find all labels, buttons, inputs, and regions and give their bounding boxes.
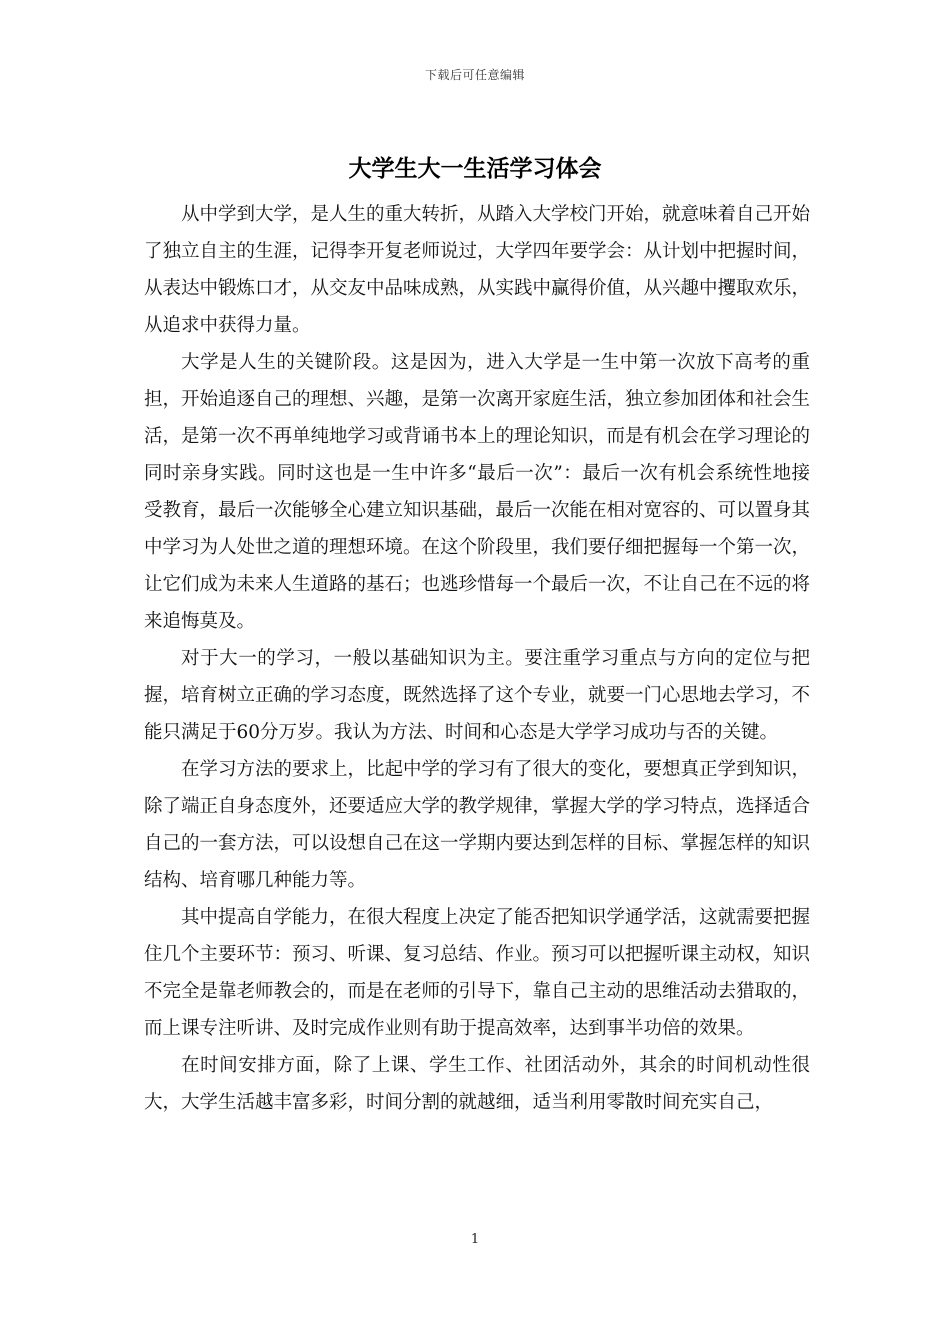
document-body [144,196,810,1121]
document-title: 大学生大一生活学习体会 [348,155,602,182]
paragraph: 对于大一的学习，一般以基础知识为主。要注重学习重点与方向的定位与把握，培育树立正确的学习态度，既然选择了这个专业，就要一门心思地去学习，不能只满足于60分万岁。我认为方法、时间和心态是大学学习成功与否的关键。 [144,648,811,743]
paragraph: 大学是人生的关键阶段。这是因为，进入大学是一生中第一次放下高考的重担，开始追逐自己的理想、兴趣，是第一次离开家庭生活，独立参加团体和社会生活，是第一次不再单纯地学习或背诵书本上的理论知识，而是有机会在学习理论的同时亲身实践。同时这也是一生中许多“最后一次”：最后一次有机会系统性地接受教育，最后一次能够全心建立知识基础，最后一次能在相对宽容的、可以置身其中学习为人处世之道的理想环境。在这个阶段里，我们要仔细把握每一个第一次，让它们成为未来人生道路的基石；也逃珍惜每一个最后一次，不让自己在不远的将来追悔莫及。 [144,352,811,632]
header-note: 下载后可任意编辑 [424,68,525,82]
paragraph: 其中提高自学能力，在很大程度上决定了能否把知识学通学活，这就需要把握住几个主要环节：预习、听课、复习总结、作业。预习可以把握听课主动权，知识不完全是靠老师教会的，而是在老师的引导下，靠自己主动的思维活动去猎取的，而上课专注听讲、及时完成作业则有助于提高效率，达到事半功倍的效果。 [144,907,811,1039]
paragraph: 从中学到大学，是人生的重大转折，从踏入大学校门开始，就意味着自己开始了独立自主的生涯，记得李开复老师说过，大学四年要学会：从计划中把握时间，从表达中锻炼口才，从交友中品味成熟，从实践中赢得价值，从兴趣中攫取欢乐，从追求中获得力量。 [144,204,811,336]
paragraph: 在时间安排方面，除了上课、学生工作、社团活动外，其余的时间机动性很大，大学生活越丰富多彩，时间分割的就越细，适当利用零散时间充实自己， [144,1055,810,1113]
page-number: 1 [470,1232,480,1247]
paragraph: 在学习方法的要求上，比起中学的学习有了很大的变化，要想真正学到知识，除了端正自身态度外，还要适应大学的教学规律，掌握大学的学习特点，选择适合自己的一套方法，可以设想自己在这一学期内要达到怎样的目标、掌握怎样的知识结构、培育哪几种能力等。 [144,759,811,891]
